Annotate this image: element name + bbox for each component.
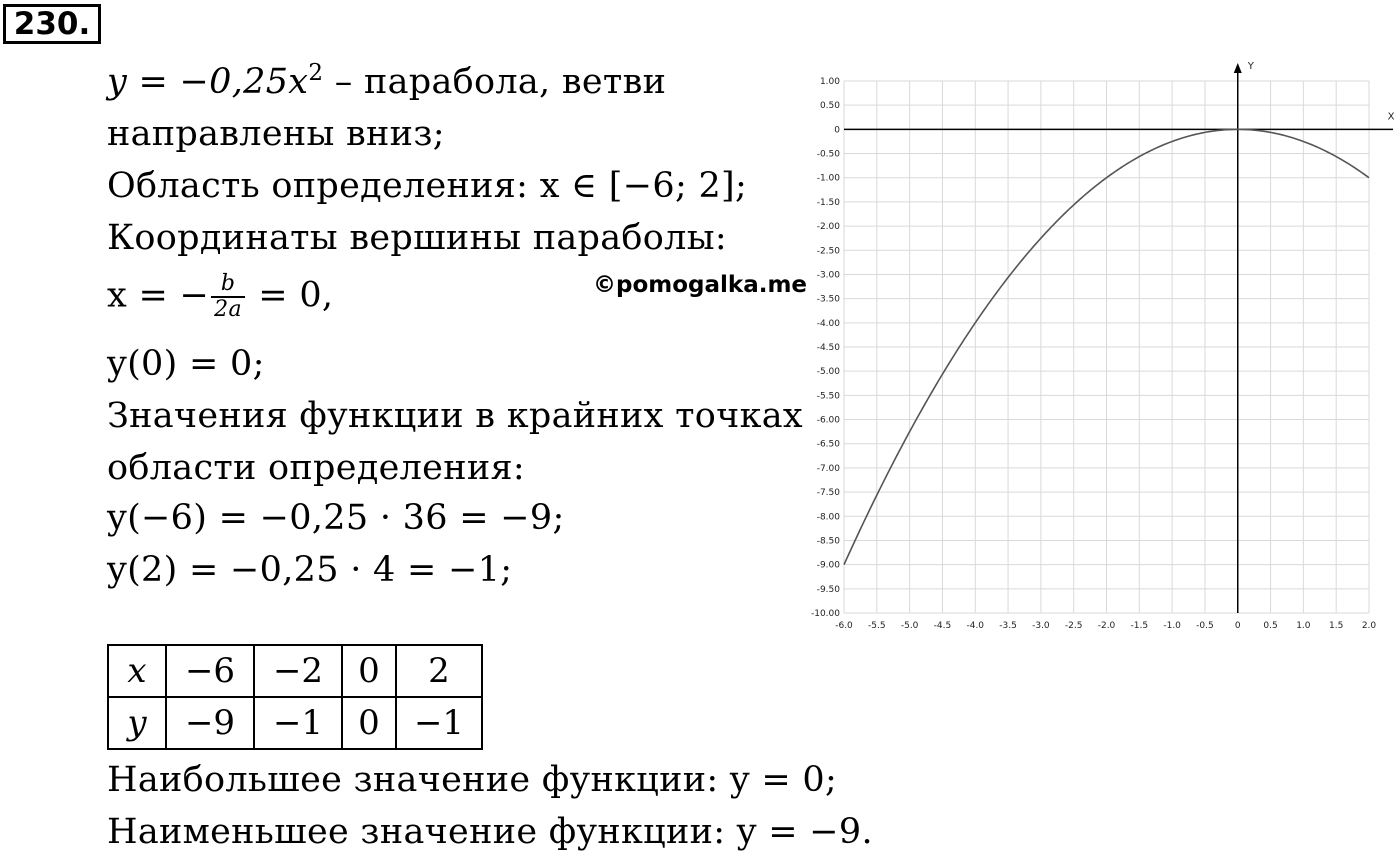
y-tick-label: 0 [834, 125, 840, 136]
y-tick-label: -3.50 [816, 294, 840, 305]
x-tick-label: 1.0 [1296, 621, 1311, 631]
y-tick-label: -2.00 [816, 222, 840, 233]
fraction [211, 272, 245, 322]
y-tick-labels [811, 77, 840, 619]
y-tick-label: -3.00 [816, 270, 840, 281]
fraction-denominator: 2a [214, 297, 242, 322]
table-cell: 2 [396, 645, 482, 697]
table-cell: 0 [342, 697, 396, 749]
min-label: Наименьшее значение функции: [107, 812, 737, 852]
x-tick-label: -4.5 [933, 621, 952, 631]
y-axis-arrow [1234, 63, 1242, 73]
y-tick-label: -7.50 [816, 488, 840, 499]
vertex-heading: Координаты вершины параболы: [107, 218, 727, 258]
y-tick-label: -1.00 [816, 173, 840, 184]
x-tick-label: -5.5 [868, 621, 886, 631]
x-tick-label: -6.0 [835, 621, 853, 631]
parabola-equation: y = −0,25x [107, 62, 309, 102]
table-cell: 0 [342, 645, 396, 697]
fraction-numerator: b [211, 272, 245, 298]
x-tick-label: -3.5 [999, 621, 1017, 631]
min-math: y = −9. [736, 812, 873, 852]
y-tick-label: -10.00 [810, 609, 840, 619]
x-tick-label: -2.5 [1064, 621, 1083, 631]
value-at-minus6: y(−6) = −0,25 · 36 = −9; [107, 498, 565, 538]
y-tick-label: -1.50 [816, 197, 840, 208]
table-row-y [108, 697, 482, 749]
vertex-x-line [107, 272, 333, 322]
table-cell: −9 [166, 697, 254, 749]
x-tick-label: -4.0 [966, 621, 985, 631]
watermark: ©pomogalka.me [593, 272, 808, 298]
y-tick-label: -0.50 [816, 149, 840, 160]
y-tick-label: 1.00 [819, 77, 840, 87]
y-tick-label: -4.00 [816, 318, 840, 329]
axes [844, 63, 1393, 613]
x-tick-label: 0.5 [1263, 621, 1278, 631]
vertex-y-line: y(0) = 0; [107, 344, 265, 384]
x-tick-labels [835, 621, 1376, 631]
x-tick-label: -2.0 [1097, 621, 1116, 631]
table-header-x: x [108, 645, 166, 697]
y-axis-label: Y [1247, 61, 1254, 72]
x-tick-label: -5.0 [900, 621, 919, 631]
x-tick-label: -1.0 [1163, 621, 1181, 631]
x-tick-label: -3.0 [1032, 621, 1050, 631]
vertex-x-prefix: x = − [107, 275, 210, 316]
y-tick-label: -6.50 [816, 439, 840, 450]
max-value-line [107, 760, 837, 800]
y-tick-label: -5.00 [816, 367, 840, 378]
problem-number: 230. [3, 4, 101, 44]
grid [844, 81, 1369, 613]
domain-line [107, 166, 747, 206]
endpoint-heading: Значения функции в крайних точках [107, 396, 803, 436]
table-cell: −2 [254, 645, 342, 697]
min-value-line [107, 812, 873, 852]
y-tick-label: -4.50 [816, 343, 840, 353]
x-tick-label: 2.0 [1361, 621, 1377, 631]
x-tick-label: -0.5 [1196, 621, 1214, 631]
y-tick-label: -7.00 [816, 463, 840, 474]
table-cell: −6 [166, 645, 254, 697]
x-axis-label: X [1387, 111, 1395, 123]
table-cell: −1 [254, 697, 342, 749]
y-tick-label: -6.00 [816, 415, 840, 426]
y-tick-label: -5.50 [816, 391, 840, 402]
table-header-y: y [108, 697, 166, 749]
x-tick-label: -1.5 [1130, 621, 1149, 631]
x-tick-label: 1.5 [1329, 621, 1344, 631]
x-tick-label: 0 [1234, 621, 1241, 631]
y-tick-label: -8.00 [816, 512, 840, 523]
axis-labels [1247, 61, 1395, 122]
parabola-description: – парабола, ветви [323, 62, 667, 102]
y-tick-label: -8.50 [816, 536, 840, 547]
equation-line [107, 62, 666, 102]
exponent: 2 [308, 60, 324, 86]
branches-direction: направлены вниз; [107, 114, 445, 154]
parabola-chart [780, 52, 1400, 642]
values-table [107, 644, 483, 750]
table-row-x [108, 645, 482, 697]
max-label: Наибольшее значение функции: [107, 760, 730, 800]
vertex-x-result: = 0, [246, 275, 334, 316]
y-tick-label: -2.50 [816, 246, 840, 257]
max-math: y = 0; [729, 760, 838, 800]
value-at-2: y(2) = −0,25 · 4 = −1; [107, 550, 513, 590]
y-tick-label: -9.00 [816, 560, 840, 571]
domain-label: Область определения: [107, 166, 540, 206]
endpoint-heading-cont: области определения: [107, 448, 525, 488]
table-cell: −1 [396, 697, 482, 749]
y-tick-label: -9.50 [816, 584, 840, 595]
y-tick-label: 0.50 [819, 101, 840, 112]
domain-math: x ∈ [−6; 2]; [539, 166, 748, 206]
